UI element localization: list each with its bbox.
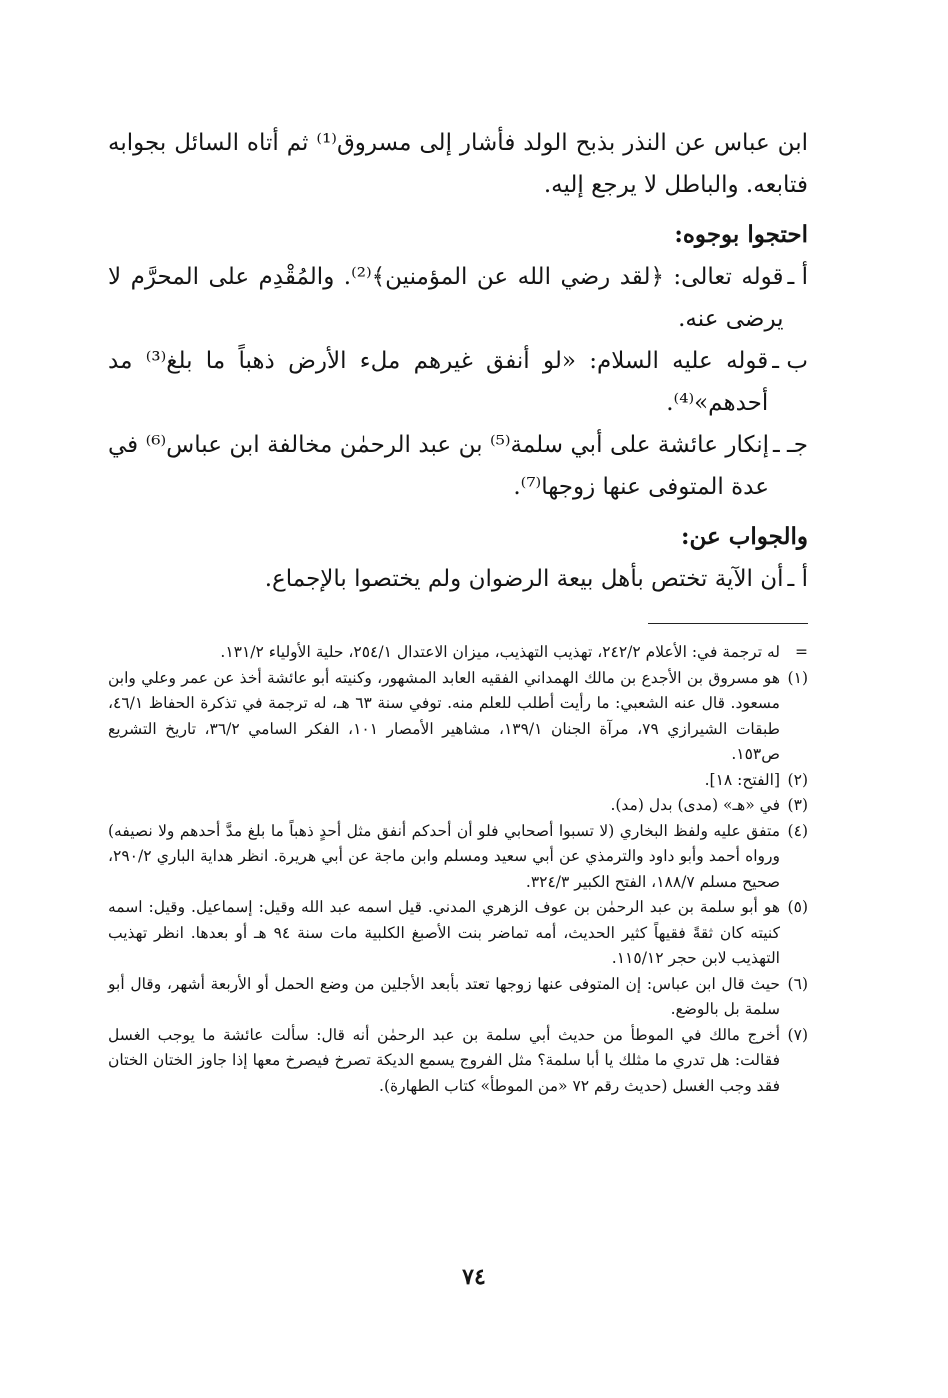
answer-text: أن الآية تختص بأهل بيعة الرضوان ولم يختصوا بالإجماع. — [264, 566, 784, 592]
argument-text: قوله عليه السلام: «لو أنفق غيرهم ملء الأرض ذهباً ما بلغ⁽³⁾ مد أحدهم»⁽⁴⁾. — [108, 348, 769, 416]
footnote — [108, 895, 808, 972]
footnote — [108, 666, 808, 768]
footnote-separator — [648, 623, 808, 624]
footnote-number: (٧) — [787, 1025, 808, 1044]
footnote — [108, 1023, 808, 1100]
footnote-text: في «هـ» (مدى) بدل (مد). — [610, 796, 780, 814]
argument-item — [108, 340, 808, 424]
footnote-text: هو مسروق بن الأجدع بن مالك الهمداني الفقيه العابد المشهور، وكنيته أبو عائشة أخذ عن عمر وعلي وابن مسعود. قال عنه الشعبي: ما رأيت أطلب للعلم منه. توفي سنة ٦٣ هـ، له ترجمة في تذكرة الحفاظ ٤٦/١، طبقات الشيرازي ٧٩، مرآة الجنان ١٣٩/١، مشاهير الأمصار ١٠١، الفكر السامي ٣٦/٢، تاريخ التشريع ص١٥٣. — [108, 668, 780, 763]
footnote-number: (٤) — [787, 821, 808, 840]
answer-label: أ ـ — [787, 566, 808, 592]
footnote-text: [الفتح: ١٨]. — [704, 770, 780, 789]
argument-item — [108, 424, 808, 508]
argument-text: إنكار عائشة على أبي سلمة⁽⁵⁾ بن عبد الرحمٰن مخالفة ابن عباس⁽⁶⁾ في عدة المتوفى عنها زوجها⁽⁷⁾. — [108, 432, 769, 500]
footnote-number: (٢) — [787, 770, 808, 789]
argument-item — [108, 256, 808, 340]
intro-paragraph: ابن عباس عن النذر بذبح الولد فأشار إلى مسروق⁽¹⁾ ثم أتاه السائل بجوابه فتابعه. والباطل لا يرجع إليه. — [108, 130, 808, 198]
footnote — [108, 972, 808, 1023]
argument-label: جـ ـ — [772, 432, 808, 458]
argument-label: أ ـ — [787, 264, 808, 290]
main-text — [108, 122, 808, 600]
footnote — [108, 819, 808, 896]
footnote-text: له ترجمة في: الأعلام ٢٤٢/٢، تهذيب التهذيب، ميزان الاعتدال ٢٥٤/١، حلية الأولياء ١٣١/٢. — [220, 643, 780, 661]
footnote-number: (٣) — [787, 796, 808, 814]
footnote-text: حيث قال ابن عباس: إن المتوفى عنها زوجها تعتد بأبعد الأجلين من وضع الحمل أو الأربعة أشهر، وقال أبو سلمة بل بالوضع. — [108, 974, 780, 1018]
footnote-number: (٦) — [787, 974, 808, 993]
footnote-text: هو أبو سلمة بن عبد الرحمٰن بن عوف الزهري المدني. قيل اسمه عبد الله وقيل: إسماعيل. وقيل: اسمه كنيته كان ثقةً فقيهاً كثير الحديث، أمه تماضر بنت الأصبغ الكلبية مات سنة ٩٤ هـ أو بعدها. انظر تهذيب التهذيب لابن حجر ١١٥/١٢. — [108, 898, 780, 967]
heading-arguments: احتجوا بوجوه: — [674, 221, 808, 248]
page-number: ٧٤ — [462, 1264, 486, 1290]
footnote-text: متفق عليه ولفظ البخاري (لا تسبوا أصحابي فلو أن أحدكم أنفق مثل أحدٍ ذهباً ما بلغ مدَّ أحدهم ولا نصيفه) ورواه أحمد وأبو داود والترمذي عن أبي سعيد ومسلم وابن ماجة عن أبي هريرة. انظر هداية الباري ٢٩٠/٢، صحيح مسلم ١٨٨/٧، الفتح الكبير ٣٢٤/٣. — [108, 821, 780, 891]
footnote-text: أخرج مالك في الموطأ من حديث أبي سلمة بن عبد الرحمٰن أنه قال: سألت عائشة ما يوجب الغسل فقالت: هل تدري ما مثلك يا أبا سلمة؟ مثل الفروج يسمع الديكة تصرخ فيصرخ معها إذا جاوز الختان الختان فقد وجب الغسل (حديث رقم ٧٢ «من الموطأ» كتاب الطهارة). — [108, 1025, 780, 1095]
footnote-continuation — [108, 640, 808, 666]
footnote — [108, 768, 808, 794]
heading-answers: والجواب عن: — [680, 523, 808, 550]
footnote-number: (٥) — [787, 898, 808, 916]
continuation-marker: = — [795, 643, 808, 661]
footnote-number: (١) — [787, 668, 808, 687]
footnote — [108, 793, 808, 819]
answer-item — [108, 558, 808, 600]
argument-label: ب ـ — [772, 348, 808, 374]
footnotes — [108, 640, 808, 1099]
argument-text: قوله تعالى: ﴿لقد رضي الله عن المؤمنين﴾⁽²⁾. والمُقْدِم على المحرَّم لا يرضى عنه. — [108, 264, 784, 332]
